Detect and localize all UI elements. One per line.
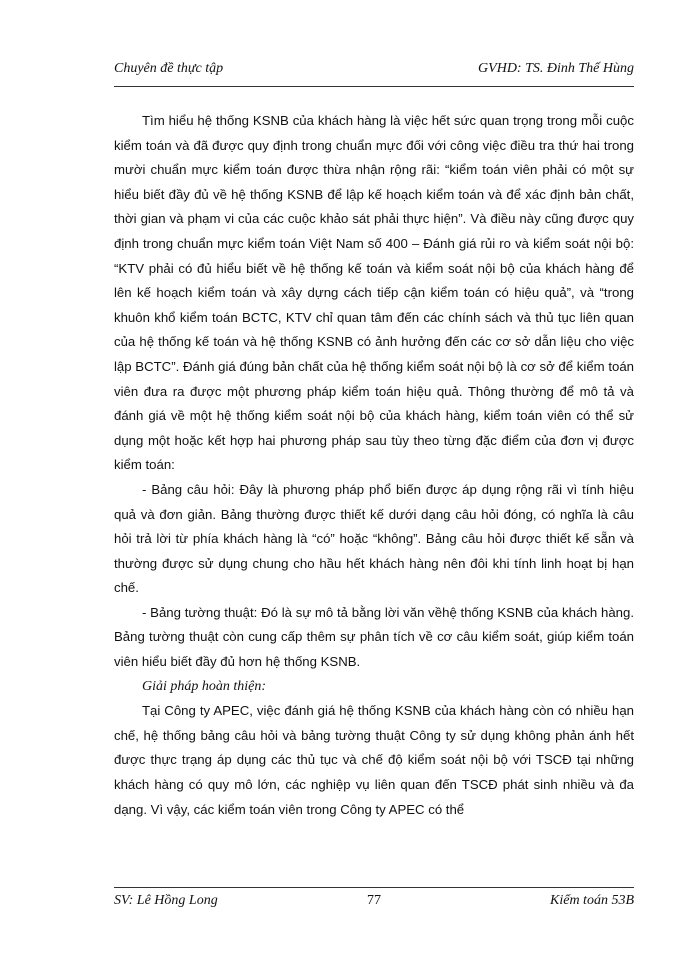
page-header: [114, 61, 634, 83]
paragraph-solution: Tại Công ty APEC, việc đánh giá hệ thống KSNB của khách hàng còn có nhiều hạn chế, hệ thống bảng câu hỏi và bảng tường thuật Công ty sử dụng không phản ánh hết được thực trạng áp dụng các thủ tục và chế độ kiểm soát nội bộ với TSCĐ tại những khách hàng có quy mô lớn, các nghiệp vụ liên quan đến TSCĐ phát sinh nhiều và đa dạng. Vì vậy, các kiểm toán viên trong Công ty APEC có thể: [114, 703, 634, 817]
header-left-text: Chuyên đề thực tập: [114, 61, 224, 76]
page-number: 77: [367, 893, 381, 908]
document-body: [114, 109, 634, 822]
paragraph-narrative: - Bảng tường thuật: Đó là sự mô tả bằng lời văn vềhệ thống KSNB của khách hàng. Bảng tường thuật còn cung cấp thêm sự phân tích về cơ câu kiểm soát, giúp kiểm toán viên hiểu biết đầy đủ hơn hệ thống KSNB.: [114, 604, 634, 670]
subheading-solution: Giải pháp hoàn thiện:: [142, 678, 267, 694]
footer-rule: [114, 887, 634, 888]
header-right-text: GVHD: TS. Đinh Thế Hùng: [478, 61, 634, 76]
paragraph-intro: Tìm hiểu hệ thống KSNB của khách hàng là việc hết sức quan trọng trong mỗi cuộc kiểm toán và đã được quy định trong chuẩn mực đối với công việc điều tra thứ hai trong mười chuẩn mực kiểm toán được thừa nhận rộng rãi: “kiểm toán viên phải có một sự hiểu biết đầy đủ về hệ thống KSNB để lập kế hoạch kiểm toán và để xác định bản chất, thời gian và phạm vi của các cuộc khảo sát phải thực hiện”. Và điều này cũng được quy định trong chuẩn mực kiểm toán Việt Nam số 400 – Đánh giá rủi ro và kiểm soát nội bộ: “KTV phải có đủ hiểu biết về hệ thống kế toán và kiểm soát nội bộ của khách hàng để lên kế hoạch kiểm toán và xây dựng cách tiếp cận kiểm toán có hiệu quả”, và “trong khuôn khổ kiểm toán BCTC, KTV chỉ quan tâm đến các chính sách và thủ tục liên quan của hệ thống kế toán và hệ thống KSNB có ảnh hưởng đến các cơ sở dẫn liệu cho việc lập BCTC”. Đánh giá đúng bản chất của hệ thống kiểm soát nội bộ là cơ sở để kiểm toán viên đưa ra được một phương pháp kiểm toán hiệu quả. Thông thường để mô tả và đánh giá về một hệ thống kiểm soát nội bộ của khách hàng, kiểm toán viên có thể sử dụng một hoặc kết hợp hai phương pháp sau tùy theo từng đặc điểm của đơn vị được kiểm toán:: [114, 113, 634, 473]
paragraph-questionnaire: - Bảng câu hỏi: Đây là phương pháp phổ biến được áp dụng rộng rãi vì tính hiệu quả và đơn giản. Bảng thường được thiết kế dưới dạng câu hỏi đóng, có nghĩa là câu hỏi trả lời từ phía khách hàng là “có” hoặc “không”. Bảng câu hỏi được thiết kế sẵn và thường được sử dụng chung cho hầu hết khách hàng nên đôi khi tính linh hoạt bị hạn chế.: [114, 481, 634, 596]
header-rule: [114, 86, 634, 87]
page-footer: [114, 893, 634, 915]
footer-author: SV: Lê Hồng Long: [114, 893, 218, 908]
footer-class: Kiểm toán 53B: [550, 893, 634, 908]
